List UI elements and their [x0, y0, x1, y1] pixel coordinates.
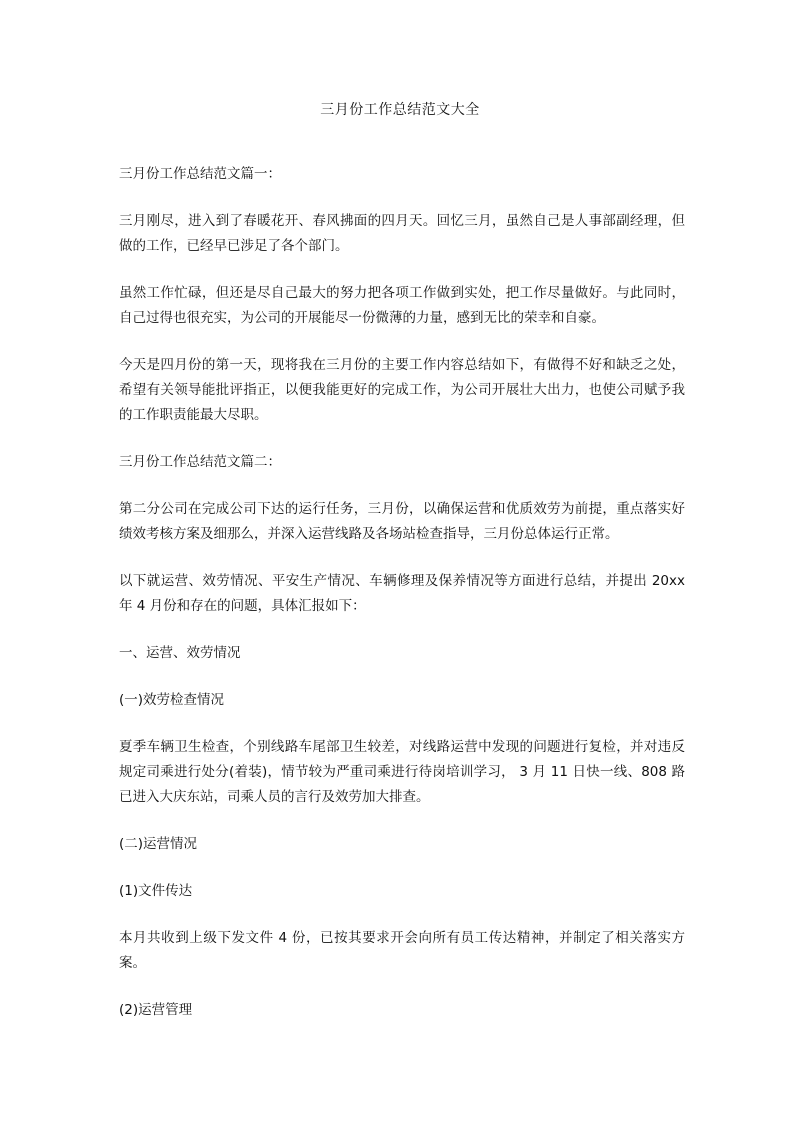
paragraph: 本月共收到上级下发文件 4 份，已按其要求开会向所有员工传达精神，并制定了相关落实方案。 [119, 930, 685, 971]
paragraph: 虽然工作忙碌，但还是尽自己最大的努力把各项工作做到实处，把工作尽量做好。与此同时，自己过得也很充实，为公司的开展能尽一份微薄的力量，感到无比的荣幸和自豪。 [119, 285, 685, 326]
section-heading-part-one: 三月份工作总结范文篇一： [119, 166, 281, 182]
paragraph: 三月刚尽，进入到了春暖花开、春风拂面的四月天。回忆三月，虽然自己是人事部副经理，但做的工作，已经早已涉足了各个部门。 [119, 213, 685, 254]
item-heading: (1)文件传达 [119, 883, 193, 899]
document-body [119, 162, 685, 1045]
paragraph: 以下就运营、效劳情况、平安生产情况、车辆修理及保养情况等方面进行总结，并提出 20xx 年 4 月份和存在的问题，具体汇报如下： [119, 573, 685, 614]
subsection-heading: (二)运营情况 [119, 836, 198, 852]
paragraph: 夏季车辆卫生检查，个别线路车尾部卫生较差，对线路运营中发现的问题进行复检，并对违反规定司乘进行处分(着装)，情节较为严重司乘进行待岗培训学习， 3 月 11 日快一线、808 路已进入大庆东站，司乘人员的言行及效劳加大排查。 [119, 739, 685, 805]
item-heading: (2)运营管理 [119, 1002, 193, 1018]
paragraph: 第二分公司在完成公司下达的运行任务，三月份，以确保运营和优质效劳为前提，重点落实好绩效考核方案及细那么，并深入运营线路及各场站检查指导，三月份总体运行正常。 [119, 501, 685, 542]
subsection-heading: (一)效劳检查情况 [119, 692, 225, 708]
paragraph: 今天是四月份的第一天，现将我在三月份的主要工作内容总结如下，有做得不好和缺乏之处，希望有关领导能批评指正，以便我能更好的完成工作，为公司开展壮大出力，也使公司赋予我的工作职责能最大尽职。 [119, 357, 685, 423]
section-heading-part-two: 三月份工作总结范文篇二： [119, 454, 281, 470]
document-title: 三月份工作总结范文大全 [320, 102, 480, 118]
section-heading: 一、运营、效劳情况 [119, 645, 241, 661]
